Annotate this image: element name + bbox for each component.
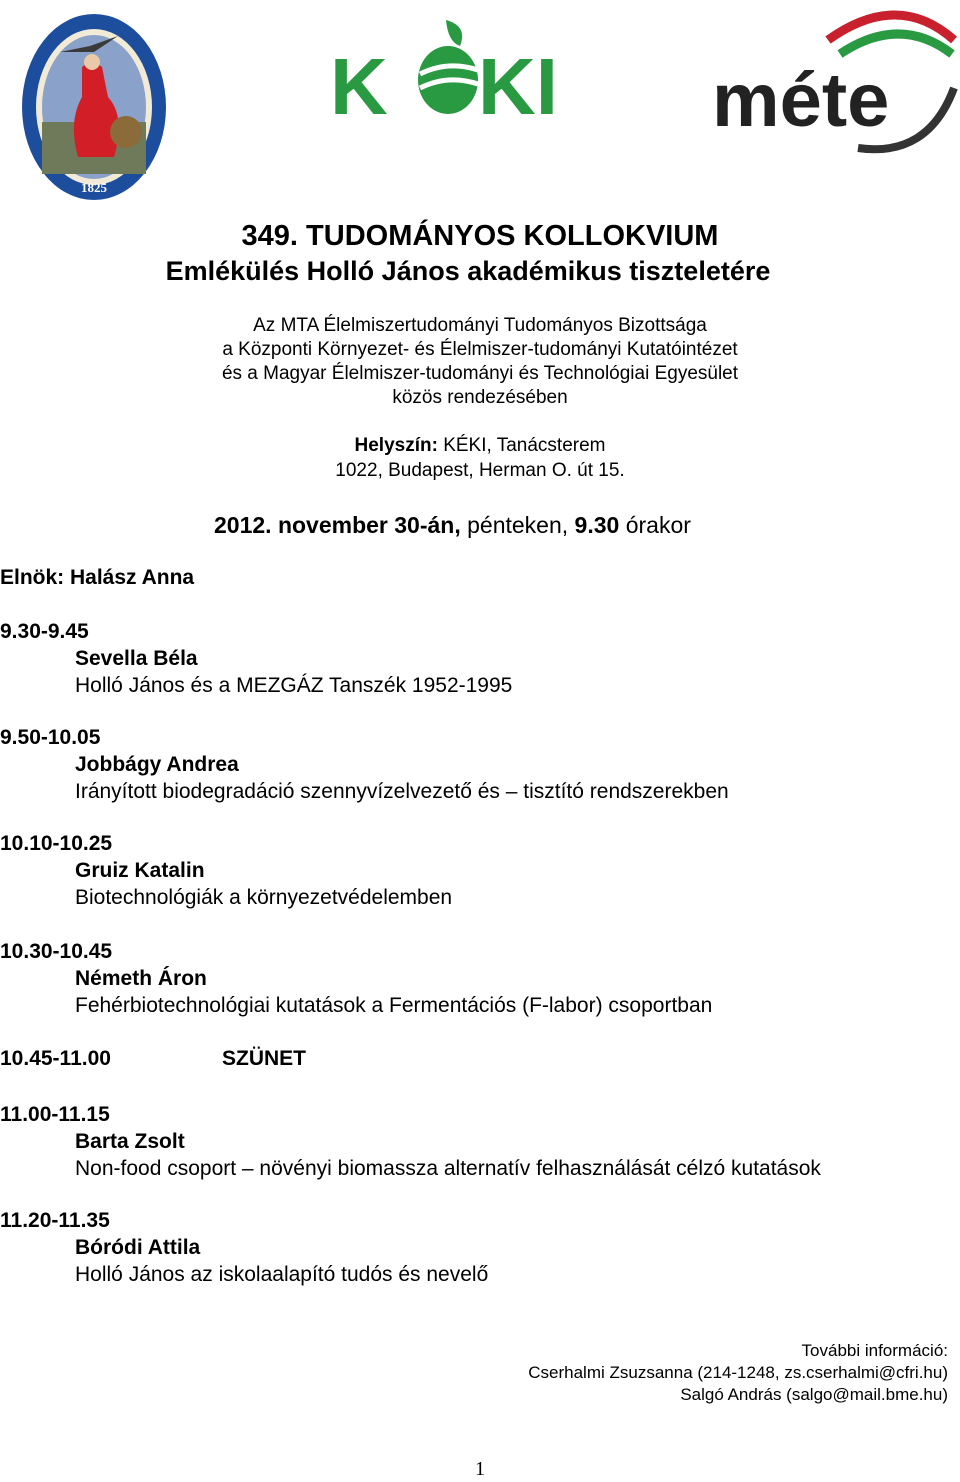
venue-block — [0, 433, 960, 483]
session-talk: Holló János és a MEZGÁZ Tanszék 1952-1995 — [75, 674, 513, 697]
break-item — [0, 1047, 306, 1071]
session-time: 11.00-11.15 — [0, 1103, 110, 1126]
session-item — [0, 938, 712, 1019]
session-speaker: Németh Áron — [75, 967, 207, 990]
event-date — [214, 512, 691, 539]
session-time: 10.30-10.45 — [0, 940, 113, 963]
session-speaker: Jobbágy Andrea — [75, 753, 239, 776]
mta-year: 1825 — [81, 180, 107, 195]
session-item — [0, 1101, 821, 1182]
session-speaker: Sevella Béla — [75, 647, 198, 670]
session-talk: Fehérbiotechnológiai kutatások a Fermentációs (F-labor) csoportban — [75, 994, 713, 1017]
date-day: pénteken, — [460, 512, 575, 538]
date-suffix: órakor — [619, 512, 691, 538]
svg-text:K: K — [330, 42, 388, 131]
mete-logo — [708, 0, 960, 160]
organizer-line: közös rendezésében — [392, 387, 568, 408]
document-title: 349. TUDOMÁNYOS KOLLOKVIUM — [241, 220, 719, 252]
organizer-line: és a Magyar Élelmiszer-tudományi és Technológiai Egyesület — [221, 363, 739, 384]
info-contact: Cserhalmi Zsuzsanna (214-1248, zs.cserhalmi@cfri.hu) — [528, 1363, 948, 1382]
session-speaker: Bóródi Attila — [75, 1236, 201, 1259]
session-item — [0, 724, 729, 805]
document-subtitle: Emlékülés Holló János akadémikus tiszteletére — [165, 256, 771, 286]
session-item — [0, 830, 452, 911]
svg-text:méte: méte — [712, 58, 890, 143]
venue-place: KÉKI, Tanácsterem — [437, 435, 606, 456]
organizer-line: Az MTA Élelmiszertudományi Tudományos Bizottsága — [253, 315, 707, 336]
session-talk: Holló János az iskolaalapító tudós és nevelő — [75, 1263, 489, 1286]
session-time: 11.20-11.35 — [0, 1209, 110, 1232]
date-bold: 2012. november 30-án, — [214, 512, 461, 538]
page-number: 1 — [475, 1458, 485, 1480]
break-time: 10.45-11.00 — [0, 1047, 111, 1070]
venue-label: Helyszín: — [354, 435, 438, 456]
contact-info — [528, 1340, 948, 1406]
session-item — [0, 1207, 488, 1288]
mta-seal-logo — [20, 12, 168, 202]
session-talk: Biotechnológiák a környezetvédelemben — [75, 886, 453, 909]
session-item — [0, 618, 512, 699]
organizer-line: a Központi Környezet- és Élelmiszer-tudományi Kutatóintézet — [222, 339, 738, 360]
session-time: 9.50-10.05 — [0, 726, 101, 749]
svg-text:KI: KI — [478, 42, 558, 131]
info-heading: További információ: — [801, 1341, 948, 1360]
info-contact: Salgó András (salgo@mail.bme.hu) — [680, 1385, 948, 1404]
session-speaker: Barta Zsolt — [75, 1130, 185, 1153]
venue-address: 1022, Budapest, Herman O. út 15. — [335, 460, 625, 481]
session-talk: Non-food csoport – növényi biomassza alternatív felhasználását célzó kutatások — [75, 1157, 821, 1180]
session-time: 10.10-10.25 — [0, 832, 113, 855]
break-label: SZÜNET — [222, 1047, 306, 1070]
session-speaker: Gruiz Katalin — [75, 859, 205, 882]
organizers-block — [0, 314, 960, 410]
session-time: 9.30-9.45 — [0, 620, 89, 643]
session-chair: Elnök: Halász Anna — [0, 566, 195, 589]
session-talk: Irányított biodegradáció szennyvízelvezető és – tisztító rendszerekben — [75, 780, 729, 803]
keki-logo — [328, 14, 573, 132]
date-time: 9.30 — [574, 512, 620, 538]
